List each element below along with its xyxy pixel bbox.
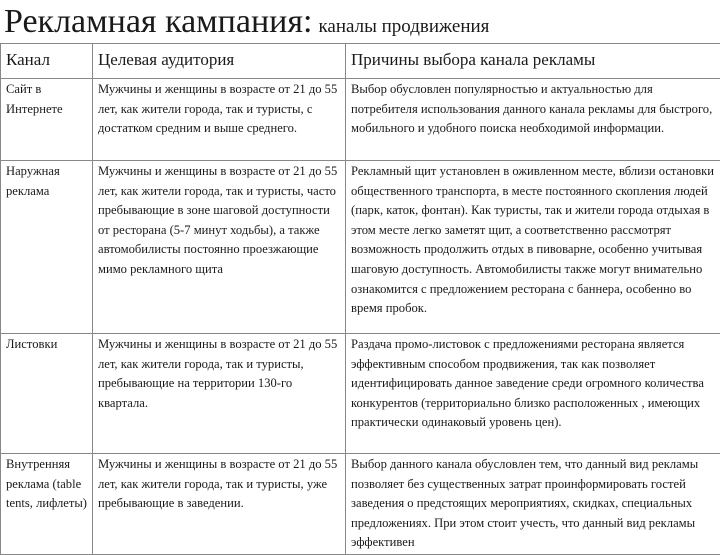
cell-channel: Сайт в Интернете	[1, 79, 93, 161]
header-audience: Целевая аудитория	[93, 44, 346, 79]
cell-channel: Листовки	[1, 334, 93, 454]
table-header-row	[1, 44, 720, 79]
channels-table	[0, 43, 720, 555]
title-subtitle: каналы продвижения	[318, 16, 489, 37]
table-row	[1, 454, 720, 555]
table-row	[1, 334, 720, 454]
cell-reasons: Раздача промо-листовок с предложениями ресторана является эффективным способом продвижения, так как позволяет идентифицировать данное заведение среди огромного количества конкурентов (территориально близко расположенных , имеющих практически одинаковый уровень цен).	[346, 334, 720, 454]
table-row	[1, 79, 720, 161]
header-channel: Канал	[1, 44, 93, 79]
cell-reasons: Рекламный щит установлен в оживленном месте, вблизи остановки общественного транспорта, в месте постоянного скопления людей (парк, каток, фонтан). Как туристы, так и жители города отдыхая в этом месте легко заметят щит, а соответственно рассмотрят возможность продолжить отдых в пивоварне, особенно учитывая шаговую доступность. Автомобилисты также могут внимательно ознакомится с предложением ресторана с баннера, особенно во время пробок.	[346, 161, 720, 334]
cell-channel: Наружная реклама	[1, 161, 93, 334]
header-reasons: Причины выбора канала рекламы	[346, 44, 720, 79]
cell-audience: Мужчины и женщины в возрасте от 21 до 55 лет, как жители города, так и туристы, часто пребывающие в зоне шаговой доступности от ресторана (5-7 минут ходьбы), а также автомобилисты постоянно проезжающие мимо рекламного щита	[93, 161, 346, 334]
cell-channel: Внутренняя реклама (table tents, лифлеты)	[1, 454, 93, 555]
cell-audience: Мужчины и женщины в возрасте от 21 до 55 лет, как жители города, так и туристы, уже пребывающие в заведении.	[93, 454, 346, 555]
title-main: Рекламная кампания:	[4, 3, 312, 40]
cell-audience: Мужчины и женщины в возрасте от 21 до 55 лет, как жители города, так и туристы, с достатком средним и выше среднего.	[93, 79, 346, 161]
cell-audience: Мужчины и женщины в возрасте от 21 до 55 лет, как жители города, так и туристы, пребывающие на территории 130-го квартала.	[93, 334, 346, 454]
cell-reasons: Выбор обусловлен популярностью и актуальностью для потребителя использования данного канала рекламы для быстрого, мобильного и удобного поиска необходимой информации.	[346, 79, 720, 161]
cell-reasons: Выбор данного канала обусловлен тем, что данный вид рекламы позволяет без существенных затрат проинформировать гостей заведения о предстоящих мероприятиях, скидках, специальных предложениях. При этом стоит учесть, что данный вид рекламы эффективен	[346, 454, 720, 555]
page-title	[4, 0, 489, 44]
table-row	[1, 161, 720, 334]
